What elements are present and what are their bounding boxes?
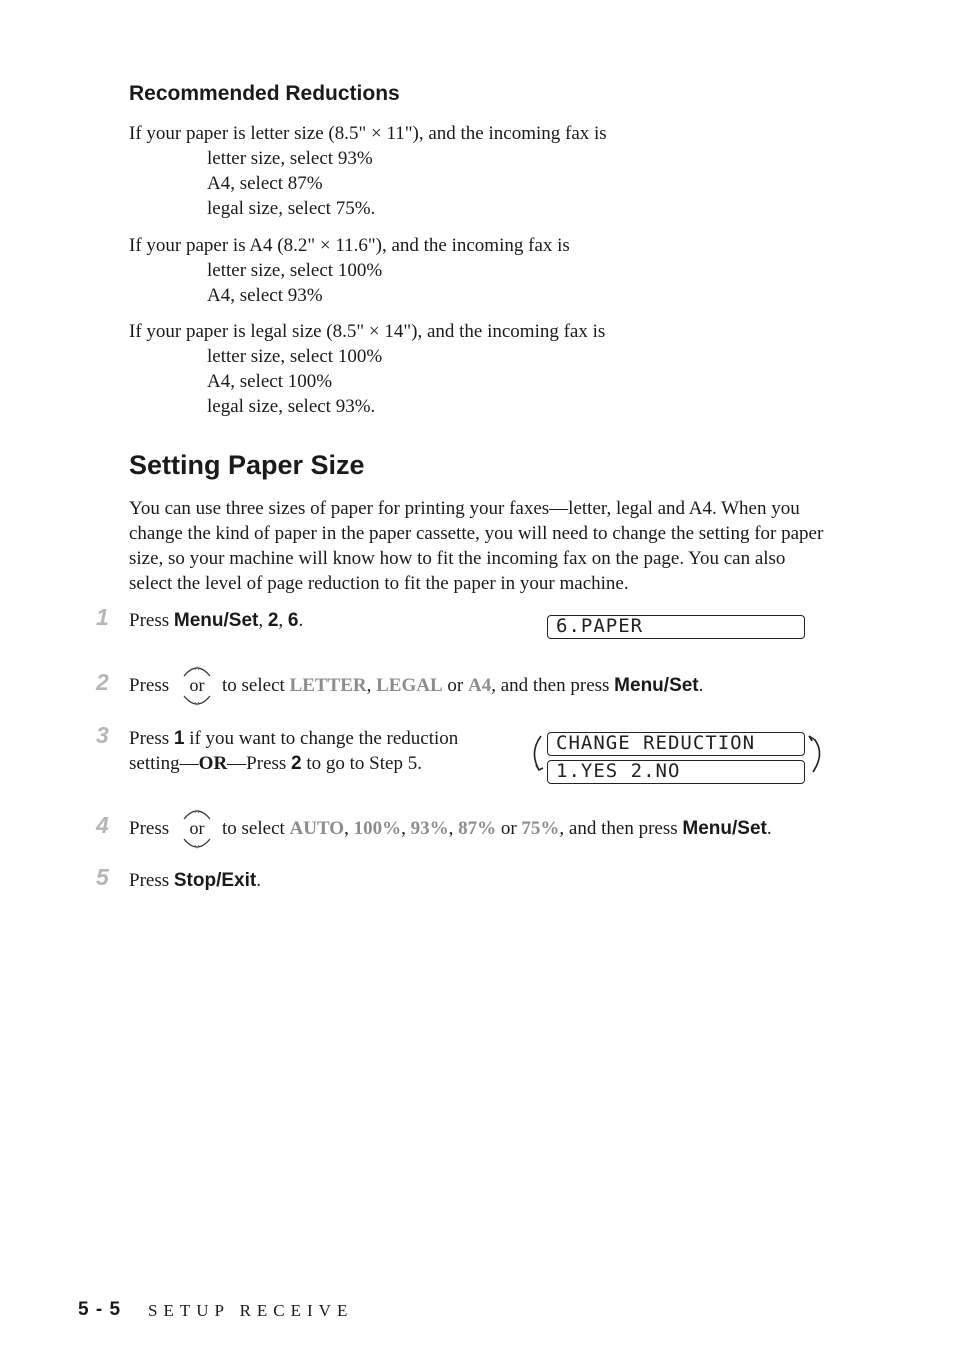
section-heading: Setting Paper Size xyxy=(129,450,365,480)
option-letter: LETTER xyxy=(289,675,367,696)
group-intro: If your paper is legal size (8.5" × 14"), and the incoming fax is xyxy=(129,321,606,342)
section-paragraph: You can use three sizes of paper for printing your faxes—letter, legal and A4. When you change the kind of paper in the paper cassette, you will need to change the setting for paper size, so your machine will know how to fit the incoming fax on the page. You can also select the level of page reduction to fit the paper in your machine. xyxy=(129,498,824,594)
group-line: legal size, select 75%. xyxy=(207,198,376,219)
step-5-text: Press Stop/Exit. xyxy=(129,870,261,891)
group-line: A4, select 87% xyxy=(207,173,323,194)
lcd-display-paper: 6.PAPER xyxy=(547,615,805,639)
or-label: or xyxy=(189,818,205,838)
key-menu: Menu xyxy=(173,610,224,631)
group-line: letter size, select 93% xyxy=(207,148,373,169)
reduction-group-a4 xyxy=(129,233,570,308)
reduction-group-letter xyxy=(129,121,607,221)
key-exit: Exit xyxy=(221,870,257,891)
step-number: 5 xyxy=(96,864,109,890)
key-menu: Menu xyxy=(614,675,664,696)
lcd-display-line-2: 1.YES 2.NO xyxy=(547,760,805,784)
option-a4: A4 xyxy=(467,675,492,696)
step-number: 2 xyxy=(96,669,109,695)
option-legal: LEGAL xyxy=(376,675,443,696)
option-75: 75% xyxy=(521,818,560,839)
key-2: 2 xyxy=(267,610,279,631)
key-1: 1 xyxy=(173,728,185,749)
group-line: letter size, select 100% xyxy=(207,260,383,281)
step-number: 4 xyxy=(96,812,109,838)
key-set: Set xyxy=(737,818,767,839)
up-down-arrow-icon xyxy=(180,805,214,853)
group-line: letter size, select 100% xyxy=(207,346,383,367)
step-number: 3 xyxy=(96,722,109,748)
key-set: Set xyxy=(228,610,259,631)
page-number: 5 - 5 xyxy=(78,1299,122,1320)
key-menu: Menu xyxy=(682,818,732,839)
option-93: 93% xyxy=(410,818,449,839)
step-2-text: to select LETTER, LEGAL or A4, and then press Menu/Set. xyxy=(222,675,704,696)
reduction-group-legal xyxy=(129,319,605,419)
step-2-press: Press xyxy=(129,675,170,696)
step-number: 1 xyxy=(96,604,109,630)
option-auto: AUTO xyxy=(289,818,345,839)
step-4-press: Press xyxy=(129,818,170,839)
key-set: Set xyxy=(669,675,699,696)
chapter-title: SETUP RECEIVE xyxy=(148,1301,354,1320)
up-down-arrow-icon xyxy=(180,662,214,710)
step-3-text: Press 1 if you want to change the reduction setting—OR—Press 2 to go to Step 5. xyxy=(129,728,459,774)
group-intro: If your paper is letter size (8.5" × 11"), and the incoming fax is xyxy=(129,123,607,144)
group-intro: If your paper is A4 (8.2" × 11.6"), and the incoming fax is xyxy=(129,235,570,256)
key-6: 6 xyxy=(287,610,299,631)
key-stop: Stop xyxy=(173,870,217,891)
key-2: 2 xyxy=(291,753,302,774)
group-line: A4, select 100% xyxy=(207,371,333,392)
subsection-heading: Recommended Reductions xyxy=(129,82,400,105)
option-87: 87% xyxy=(458,818,497,839)
step-4-text: to select AUTO, 100%, 93%, 87% or 75%, and then press Menu/Set. xyxy=(222,818,772,839)
group-line: legal size, select 93%. xyxy=(207,396,376,417)
step-1-text: Press Menu/Set, 2, 6. xyxy=(129,610,304,631)
or-label: or xyxy=(189,675,205,695)
group-line: A4, select 93% xyxy=(207,285,323,306)
option-100: 100% xyxy=(353,818,402,839)
lcd-display-line-1: CHANGE REDUCTION xyxy=(547,732,805,756)
or-emphasis: OR xyxy=(198,753,228,774)
